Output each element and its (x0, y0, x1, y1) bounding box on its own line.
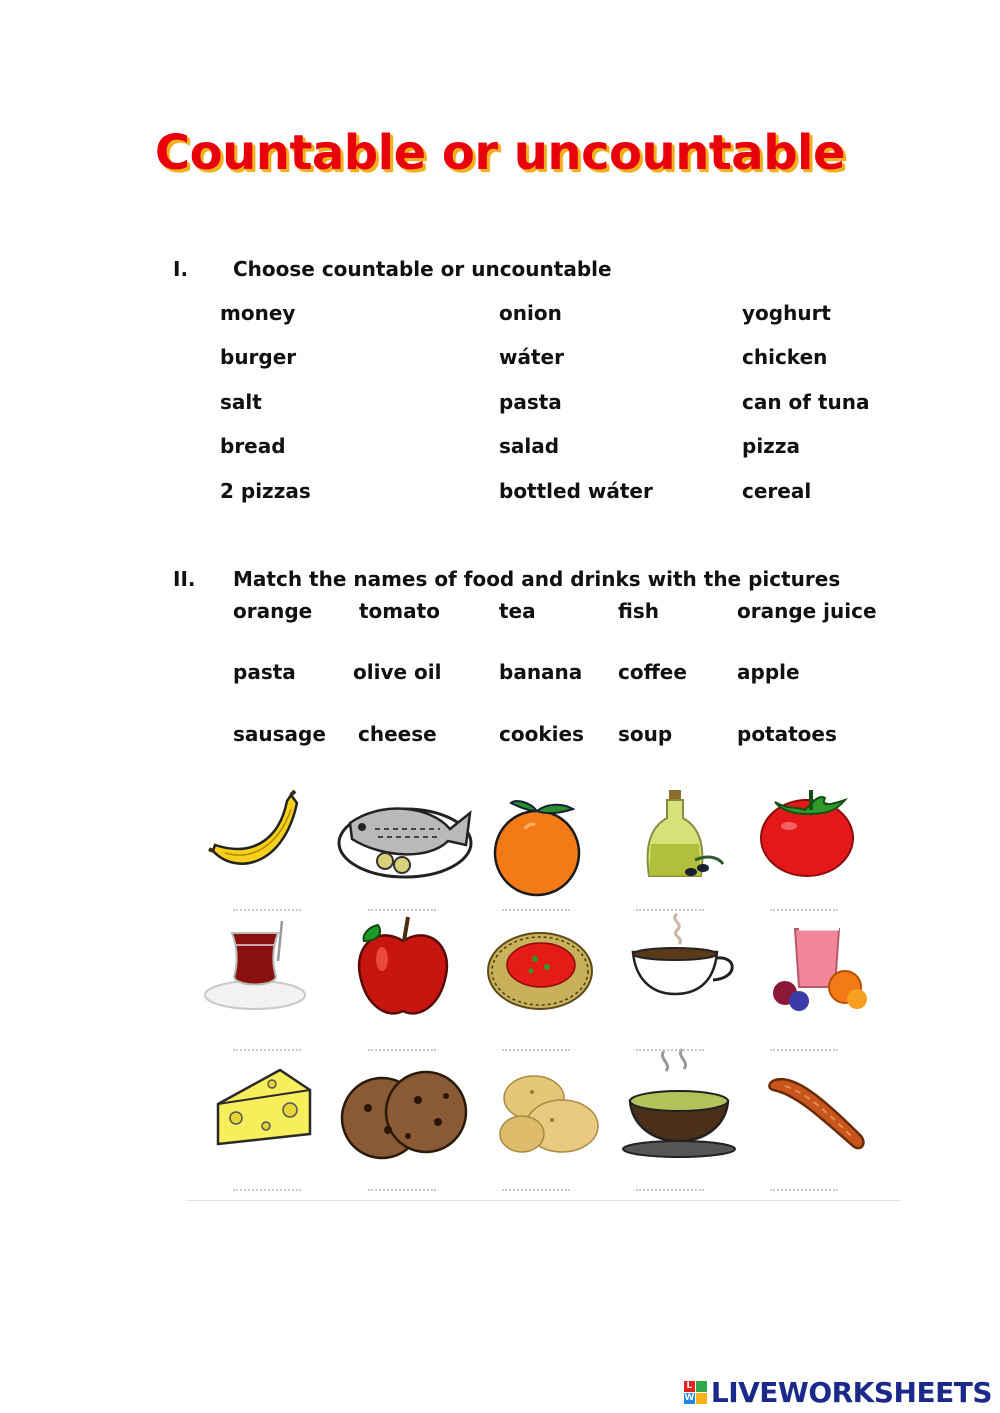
word-item[interactable]: cereal (742, 479, 812, 503)
answer-line[interactable] (636, 909, 704, 911)
orange-image (485, 793, 595, 903)
answer-line[interactable] (770, 1049, 838, 1051)
page-title: Countable or uncountable (154, 125, 846, 181)
section-2-heading: Match the names of food and drinks with the pictures (233, 567, 841, 591)
word-item[interactable]: money (220, 301, 296, 325)
word-item[interactable]: salad (499, 434, 560, 458)
section-1-number: I. (173, 257, 189, 281)
answer-line[interactable] (233, 1049, 301, 1051)
match-word[interactable]: pasta (233, 660, 296, 684)
match-word[interactable]: banana (499, 660, 583, 684)
liveworksheets-logo[interactable] (684, 1376, 992, 1409)
cookies-image (338, 1060, 470, 1170)
logo-letter: W (684, 1393, 695, 1403)
answer-line[interactable] (770, 909, 838, 911)
soup-image (620, 1045, 738, 1170)
potatoes-image (492, 1060, 602, 1170)
logo-mark-icon (684, 1381, 707, 1404)
match-word[interactable]: cheese (358, 722, 437, 746)
logo-letter: L (684, 1381, 695, 1392)
tea-image (200, 915, 310, 1025)
answer-line[interactable] (502, 1189, 570, 1191)
sausage-image (765, 1060, 875, 1170)
answer-line[interactable] (233, 1189, 301, 1191)
word-item[interactable]: 2 pizzas (220, 479, 311, 503)
word-item[interactable]: bottled wáter (499, 479, 653, 503)
tomato-image (755, 780, 865, 890)
match-word[interactable]: fish (618, 599, 659, 623)
answer-line[interactable] (502, 909, 570, 911)
divider (186, 1200, 901, 1201)
answer-line[interactable] (502, 1049, 570, 1051)
fish-image (330, 783, 475, 893)
word-item[interactable]: yoghurt (742, 301, 831, 325)
match-word[interactable]: olive oil (353, 660, 442, 684)
match-word[interactable]: orange juice (737, 599, 877, 623)
coffee-image (625, 910, 745, 1020)
match-word[interactable]: soup (618, 722, 673, 746)
answer-line[interactable] (770, 1189, 838, 1191)
word-item[interactable]: pizza (742, 434, 800, 458)
match-word[interactable]: sausage (233, 722, 326, 746)
word-item[interactable]: burger (220, 345, 297, 369)
match-word[interactable]: tea (499, 599, 536, 623)
pasta-image (485, 915, 595, 1025)
olive-oil-image (625, 788, 735, 898)
match-word[interactable]: apple (737, 660, 800, 684)
match-word[interactable]: coffee (618, 660, 687, 684)
apple-image (348, 915, 458, 1025)
answer-line[interactable] (368, 1049, 436, 1051)
banana-image (205, 783, 315, 893)
word-item[interactable]: can of tuna (742, 390, 870, 414)
word-item[interactable]: onion (499, 301, 562, 325)
match-word[interactable]: potatoes (737, 722, 837, 746)
word-item[interactable]: wáter (499, 345, 564, 369)
match-word[interactable]: orange (233, 599, 313, 623)
word-item[interactable]: bread (220, 434, 286, 458)
answer-line[interactable] (636, 1189, 704, 1191)
brand-name: LIVEWORKSHEETS (710, 1376, 992, 1409)
orange-juice-image (765, 915, 875, 1025)
answer-line[interactable] (233, 909, 301, 911)
section-1-heading: Choose countable or uncountable (233, 257, 612, 281)
match-word[interactable]: cookies (499, 722, 584, 746)
answer-line[interactable] (368, 1189, 436, 1191)
cheese-image (210, 1060, 320, 1170)
answer-line[interactable] (368, 909, 436, 911)
word-item[interactable]: salt (220, 390, 262, 414)
word-item[interactable]: pasta (499, 390, 562, 414)
answer-line[interactable] (636, 1049, 704, 1051)
match-word[interactable]: tomato (359, 599, 440, 623)
section-2-number: II. (173, 567, 196, 591)
word-item[interactable]: chicken (742, 345, 828, 369)
